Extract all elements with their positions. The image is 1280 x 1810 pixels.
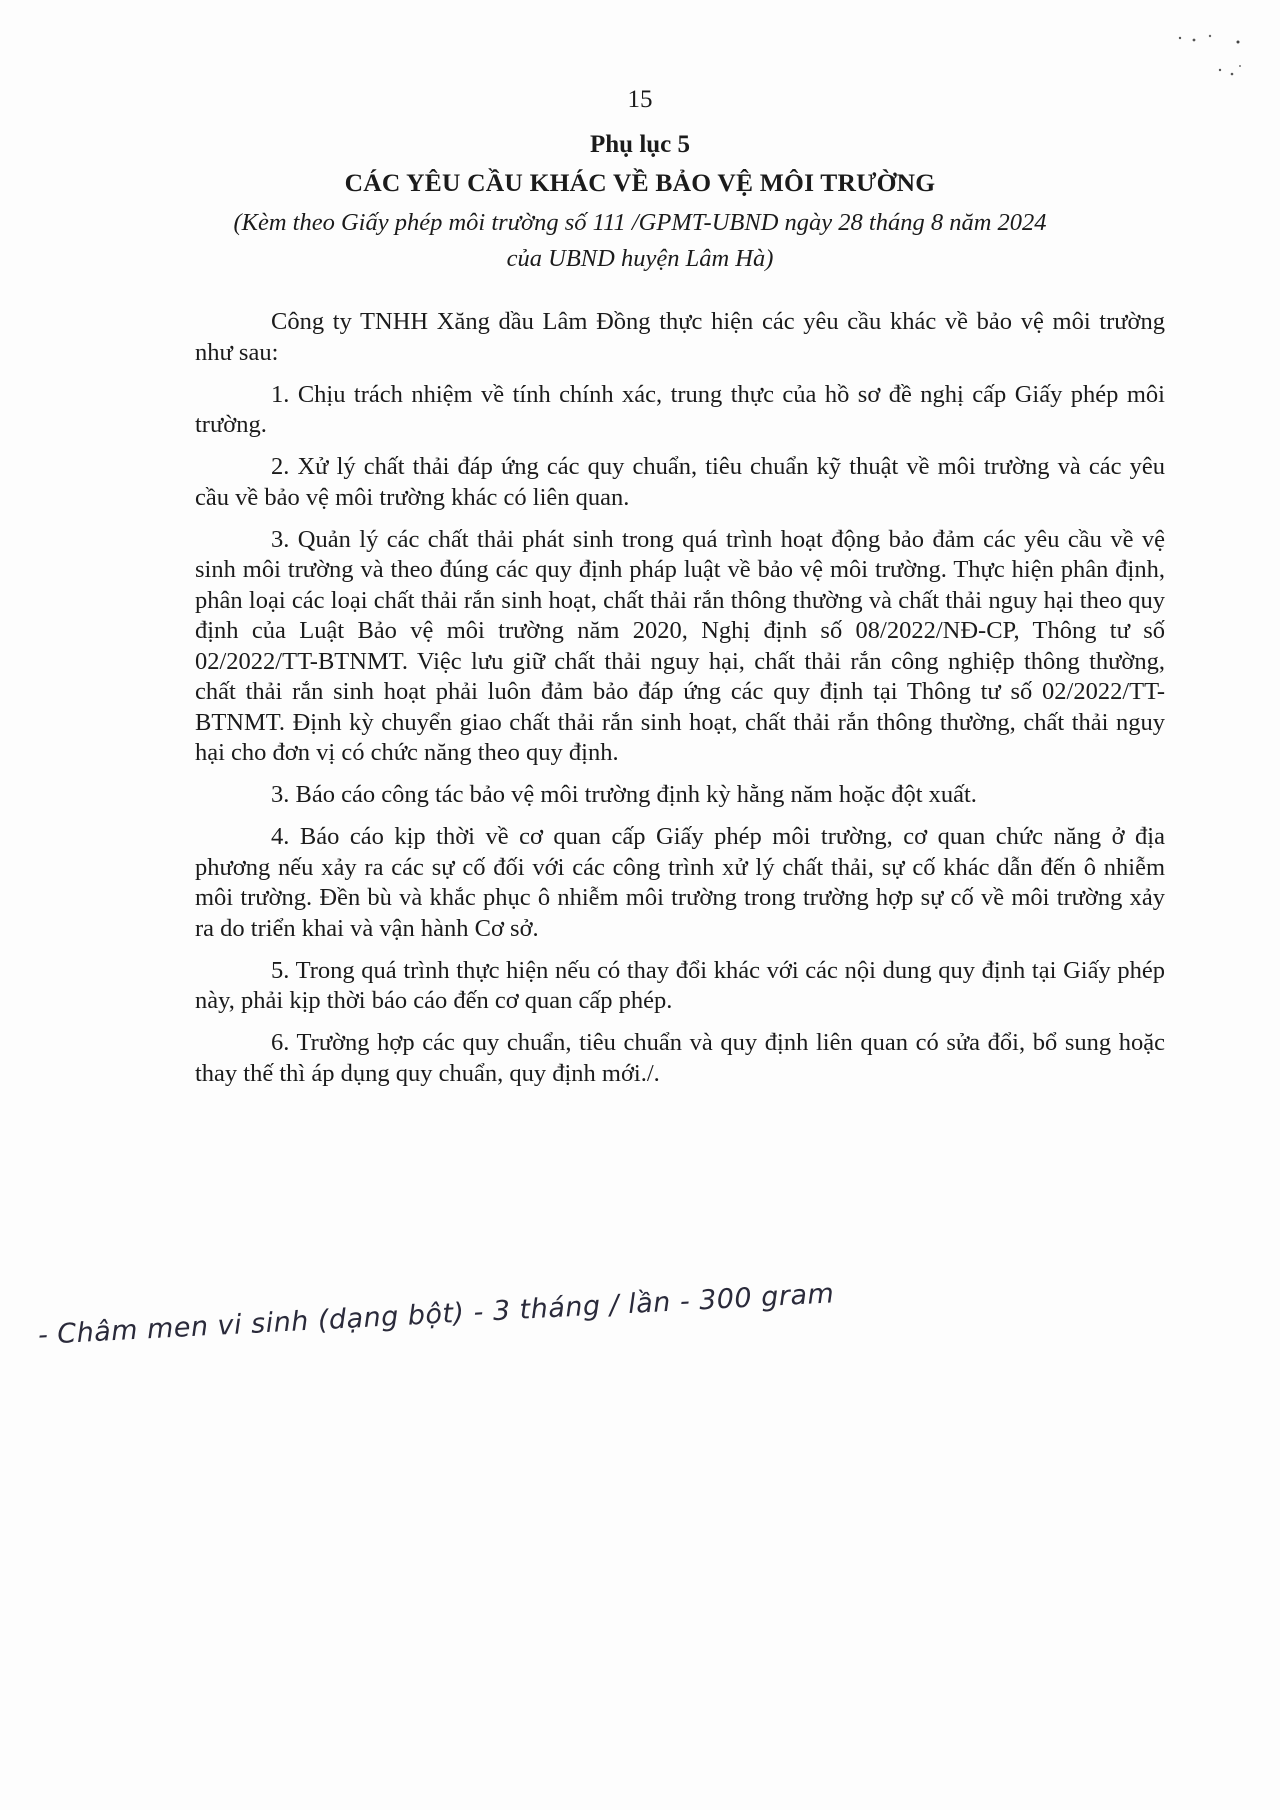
document-subtitle — [0, 205, 1280, 277]
subtitle-line-1: (Kèm theo Giấy phép môi trường số 111 /GPMT-UBND ngày 28 tháng 8 năm 2024 — [233, 209, 1047, 236]
paragraph-item-4: 4. Báo cáo kịp thời về cơ quan cấp Giấy phép môi trường, cơ quan chức năng ở địa phương nếu xảy ra các sự cố đối với các công trình xử lý chất thải, sự cố khác dẫn đến ô nhiễm môi trường. Đền bù và khắc phục ô nhiễm môi trường trong trường hợp sự cố về môi trường xảy ra do triển khai và vận hành Cơ sở. — [195, 823, 1165, 942]
document-title: CÁC YÊU CẦU KHÁC VỀ BẢO VỆ MÔI TRƯỜNG — [344, 168, 936, 197]
page-number: 15 — [627, 86, 653, 113]
scan-specks — [1170, 30, 1250, 90]
body-text — [195, 307, 1165, 1101]
paragraph-item-5: 5. Trong quá trình thực hiện nếu có thay đổi khác với các nội dung quy định tại Giấy phép này, phải kịp thời báo cáo đến cơ quan cấp phép. — [195, 956, 1165, 1014]
paragraph-item-6: 6. Trường hợp các quy chuẩn, tiêu chuẩn và quy định liên quan có sửa đổi, bổ sung hoặc thay thế thì áp dụng quy chuẩn, quy định mới./. — [195, 1029, 1165, 1087]
paragraph-item-1: 1. Chịu trách nhiệm về tính chính xác, trung thực của hồ sơ đề nghị cấp Giấy phép môi trường. — [195, 380, 1165, 438]
paragraph-item-3: 3. Quản lý các chất thải phát sinh trong quá trình hoạt động bảo đảm các yêu cầu về vệ sinh môi trường và theo đúng các quy định pháp luật về bảo vệ môi trường. Thực hiện phân định, phân loại các loại chất thải rắn sinh hoạt, chất thải rắn thông thường và chất thải nguy hại theo quy định của Luật Bảo vệ môi trường năm 2020, Nghị định số 08/2022/NĐ-CP, Thông tư số 02/2022/TT-BTNMT. Việc lưu giữ chất thải nguy hại, chất thải rắn công nghiệp thông thường, chất thải rắn sinh hoạt phải luôn đảm bảo đáp ứng các quy định tại Thông tư số 02/2022/TT-BTNMT. Định kỳ chuyển giao chất thải rắn sinh hoạt, chất thải rắn thông thường, chất thải nguy hại cho đơn vị có chức năng theo quy định. — [195, 525, 1165, 766]
subtitle-line-2: của UBND huyện Lâm Hà) — [506, 245, 774, 272]
paragraph-item-2: 2. Xử lý chất thải đáp ứng các quy chuẩn, tiêu chuẩn kỹ thuật về môi trường và các yêu cầu về bảo vệ môi trường khác có liên quan. — [195, 453, 1165, 511]
paragraph-intro: Công ty TNHH Xăng dầu Lâm Đồng thực hiện các yêu cầu khác về bảo vệ môi trường như sau: — [195, 308, 1165, 366]
paragraph-item-3b: 3. Báo cáo công tác bảo vệ môi trường định kỳ hằng năm hoặc đột xuất. — [271, 781, 977, 808]
appendix-label: Phụ lục 5 — [589, 131, 691, 158]
handwritten-note: - Châm men vi sinh (dạng bột) - 3 tháng / lần - 300 gram — [37, 1278, 836, 1351]
